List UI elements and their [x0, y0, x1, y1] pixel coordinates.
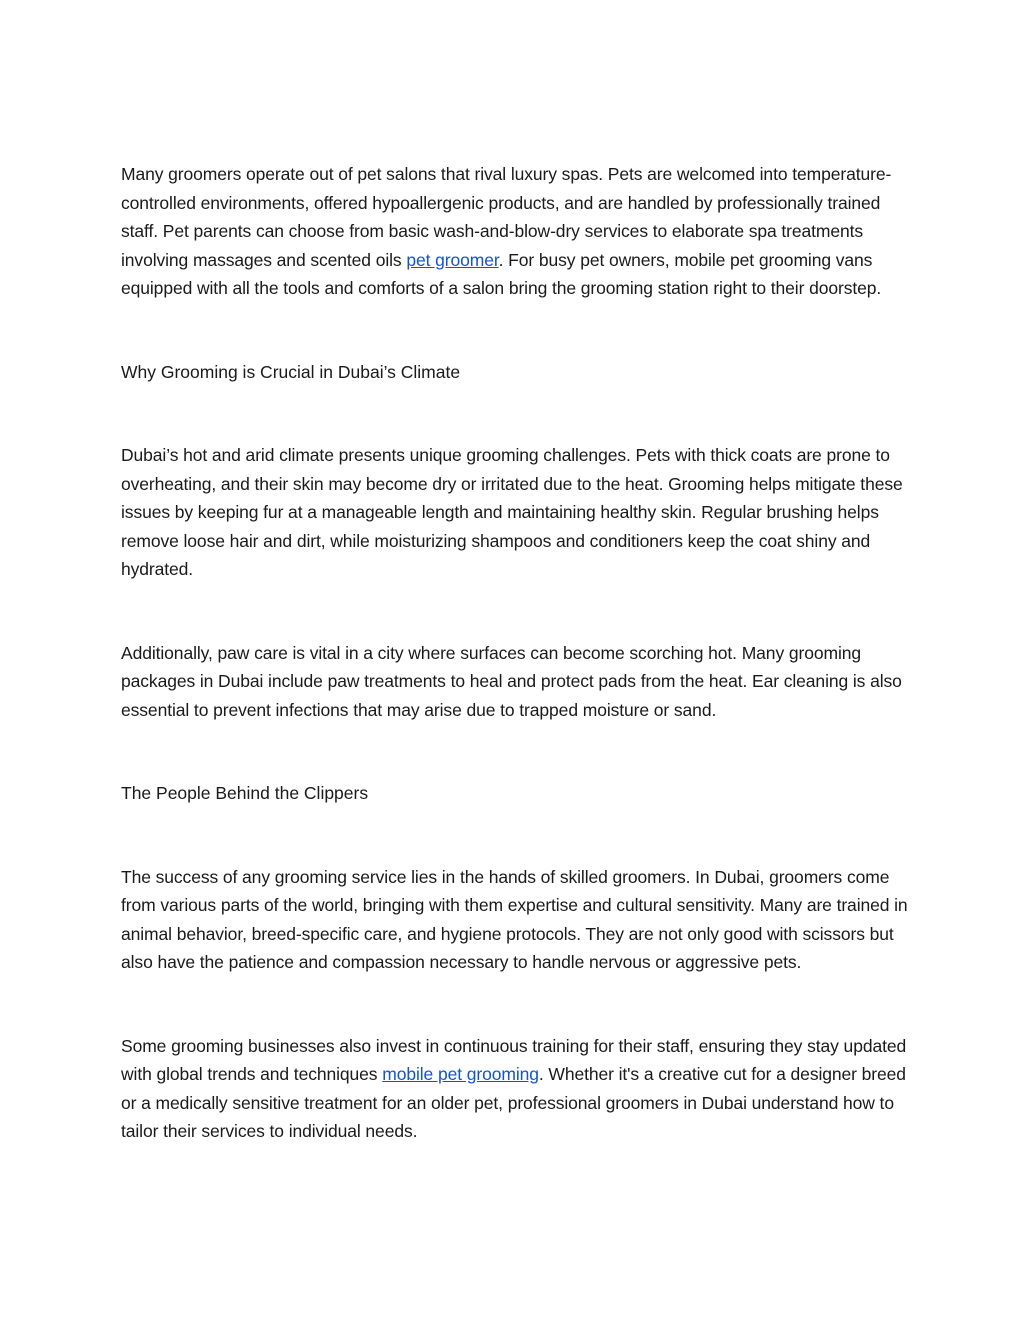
heading-climate: Why Grooming is Crucial in Dubai’s Climate [121, 361, 461, 382]
spacer [121, 584, 921, 639]
pet-groomer-link[interactable]: pet groomer [406, 249, 499, 270]
mobile-pet-grooming-link[interactable]: mobile pet grooming [382, 1064, 539, 1084]
paragraph-climate: Dubai’s hot and arid climate presents unique grooming challenges. Pets with thick coats are prone to overheating, and their skin may become dry or irritated due to the heat. Grooming helps mitigate these issues by keeping fur at a manageable length and maintaining healthy skin. Regular brushing helps remove loose hair and dirt, while moisturizing shampoos and conditioners keep the coat shiny and hydrated. [121, 445, 903, 579]
heading-people: The People Behind the Clippers [121, 783, 369, 803]
paragraph-paw-care: Additionally, paw care is vital in a city where surfaces can become scorching hot. Many grooming packages in Dubai include paw treatments to heal and protect pads from the heat. Ear cleaning is also essential to prevent infections that may arise due to trapped moisture or sand. [121, 642, 902, 720]
paragraph-salons-text-after: . For busy pet owners, mobile pet grooming vans equipped with all the tools and comforts of a salon bring the grooming station right to their doorstep. [121, 249, 882, 298]
paragraph-training-text-after: . Whether it's a creative cut for a designer breed or a medically sensitive treatment for an older pet, professional groomers in Dubai understand how to tailor their services to individual needs. [121, 1064, 906, 1141]
spacer [121, 724, 921, 779]
paragraph-salons-text: Many groomers operate out of pet salons that rival luxury spas. Pets are welcomed into temperature-controlled environments, offered hypoallergenic products, and are handled by professionally trained staff. Pet parents can choose from basic wash-and-blow-dry services to elaborate spa treatments involving massages and scented oils [121, 164, 892, 270]
spacer [121, 808, 921, 863]
spacer [121, 386, 921, 441]
document-body [121, 160, 921, 1146]
paragraph-training [121, 1032, 921, 1146]
paragraph-training-text: Some grooming businesses also invest in continuous training for their staff, ensuring they stay updated with global trends and techniques [121, 1035, 907, 1084]
spacer [121, 303, 921, 358]
paragraph-salons [121, 160, 921, 303]
paragraph-success: The success of any grooming service lies in the hands of skilled groomers. In Dubai, groomers come from various parts of the world, bringing with them expertise and cultural sensitivity. Many are trained in animal behavior, breed-specific care, and hygiene protocols. They are not only good with scissors but also have the patience and compassion necessary to handle nervous or aggressive pets. [121, 866, 908, 972]
spacer [121, 977, 921, 1032]
